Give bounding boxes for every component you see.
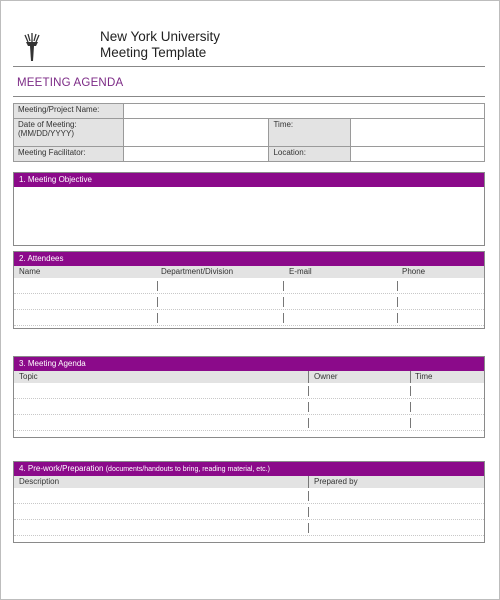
column-divider: [157, 281, 158, 291]
meeting-objective-section: [13, 172, 485, 246]
section-title: 3. Meeting Agenda: [14, 357, 484, 371]
section-title: 1. Meeting Objective: [14, 173, 484, 187]
column-owner: Owner: [314, 372, 338, 381]
objective-field[interactable]: [14, 187, 484, 245]
template-name: Meeting Template: [100, 45, 207, 60]
column-email: E-mail: [289, 267, 312, 276]
project-name-field[interactable]: [123, 104, 484, 119]
table-row[interactable]: [14, 399, 484, 415]
date-label-line1: Date of Meeting:: [18, 120, 77, 129]
column-name: Name: [19, 267, 41, 276]
document-title: [100, 29, 220, 61]
torch-logo-icon: [21, 31, 43, 63]
table-row[interactable]: [14, 294, 484, 310]
column-divider: [410, 371, 411, 383]
table-row[interactable]: [14, 488, 484, 504]
facilitator-field[interactable]: [123, 147, 269, 162]
attendees-rows: [14, 278, 484, 328]
project-name-label: Meeting/Project Name:: [14, 104, 124, 119]
column-divider: [308, 507, 309, 517]
column-divider: [410, 386, 411, 396]
agenda-column-header: [14, 371, 484, 383]
column-divider: [397, 313, 398, 323]
column-topic: Topic: [19, 372, 38, 381]
column-divider: [397, 297, 398, 307]
column-divider: [308, 491, 309, 501]
column-divider: [308, 402, 309, 412]
column-divider: [308, 418, 309, 428]
column-divider: [308, 371, 309, 383]
table-row[interactable]: [14, 536, 484, 542]
column-divider: [308, 523, 309, 533]
table-row[interactable]: [14, 326, 484, 328]
column-divider: [283, 297, 284, 307]
attendees-column-header: [14, 266, 484, 278]
column-description: Description: [19, 477, 60, 486]
prework-title-note: (documents/handouts to bring, reading material, etc.): [105, 466, 270, 473]
prework-rows: [14, 488, 484, 542]
column-divider: [283, 313, 284, 323]
column-divider: [157, 297, 158, 307]
column-department: Department/Division: [161, 267, 234, 276]
section-title: 2. Attendees: [14, 252, 484, 266]
table-row[interactable]: [14, 504, 484, 520]
prework-column-header: [14, 476, 484, 488]
column-divider: [410, 418, 411, 428]
date-field[interactable]: [123, 119, 269, 147]
prework-section: [13, 461, 485, 543]
attendees-section: [13, 251, 485, 329]
table-row[interactable]: [14, 520, 484, 536]
time-label: Time:: [269, 119, 351, 147]
table-row[interactable]: [14, 278, 484, 294]
table-row[interactable]: [14, 383, 484, 399]
agenda-heading: MEETING AGENDA: [17, 77, 124, 89]
header-divider: [13, 66, 485, 67]
heading-divider: [13, 96, 485, 97]
document-header: [13, 25, 485, 67]
prework-title: 4. Pre-work/Preparation: [19, 464, 104, 473]
table-row[interactable]: [14, 431, 484, 437]
column-prepared-by: Prepared by: [314, 477, 358, 486]
table-row[interactable]: [14, 415, 484, 431]
table-row[interactable]: [14, 310, 484, 326]
location-field[interactable]: [351, 147, 485, 162]
column-divider: [283, 281, 284, 291]
column-divider: [397, 281, 398, 291]
column-divider: [410, 402, 411, 412]
date-label-line2: (MM/DD/YYYY): [18, 129, 74, 138]
column-phone: Phone: [402, 267, 426, 276]
agenda-rows: [14, 383, 484, 437]
column-divider: [157, 313, 158, 323]
column-divider: [308, 476, 309, 488]
location-label: Location:: [269, 147, 351, 162]
institution-name: New York University: [100, 29, 221, 44]
facilitator-label: Meeting Facilitator:: [14, 147, 124, 162]
time-field[interactable]: [351, 119, 485, 147]
column-time: Time: [415, 372, 433, 381]
section-title: [14, 462, 484, 476]
meeting-agenda-section: [13, 356, 485, 438]
date-label: [14, 119, 124, 147]
meeting-info-table: [13, 103, 485, 162]
column-divider: [308, 386, 309, 396]
